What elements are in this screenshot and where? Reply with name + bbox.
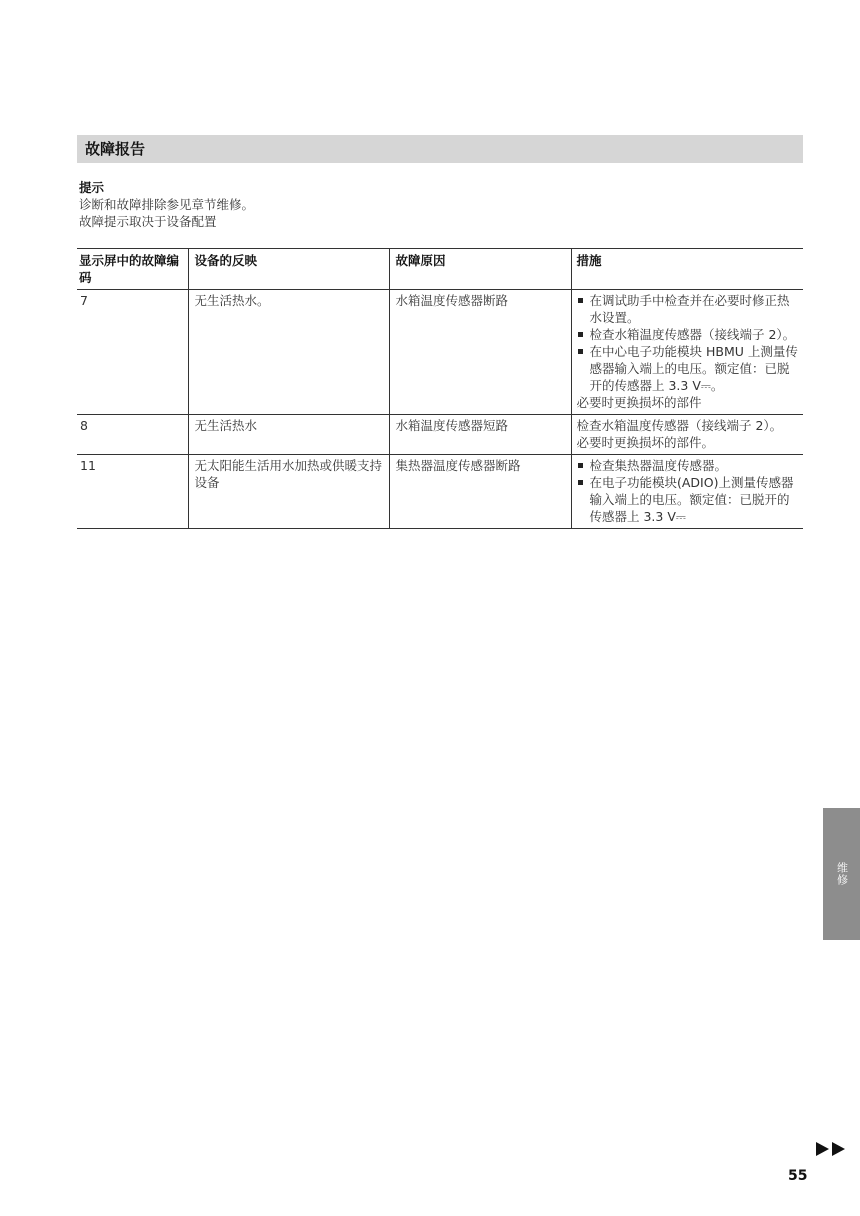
reaction-cell: 无生活热水 [188, 415, 389, 455]
measure-item [577, 474, 800, 525]
measure-plain-line: 检查水箱温度传感器（接线端子 2）。 [576, 418, 783, 433]
side-tab [823, 808, 860, 940]
fault-code-cell: 7 [77, 290, 188, 415]
header-reaction: 设备的反映 [188, 249, 389, 290]
cause-cell: 水箱温度传感器短路 [389, 415, 571, 455]
measure-text: 检查集热器温度传感器。 [589, 458, 728, 473]
measure-plain-line: 必要时更换损坏的部件。 [576, 435, 715, 450]
measure-item [577, 326, 800, 343]
measures-list [577, 457, 800, 525]
measure-item [577, 343, 800, 394]
measure-text: 在调试助手中检查并在必要时修正热水设置。 [589, 293, 790, 325]
square-bullet-icon [578, 349, 583, 354]
fault-code-cell: 11 [77, 455, 188, 529]
page-number: 55 [788, 1168, 808, 1184]
hint-block [79, 179, 254, 230]
side-tab-label: 维修 [835, 862, 849, 886]
square-bullet-icon [578, 480, 583, 485]
table-row [77, 455, 803, 529]
hint-title: 提示 [79, 180, 105, 195]
header-cause: 故障原因 [389, 249, 571, 290]
reaction-cell: 无太阳能生活用水加热或供暖支持设备 [188, 455, 389, 529]
cause-cell: 集热器温度传感器断路 [389, 455, 571, 529]
measure-text: 在中心电子功能模块 HBMU 上测量传感器输入端上的电压。额定值：已脱开的传感器上 3.3 V⎓。 [589, 344, 798, 393]
header-code: 显示屏中的故障编码 [77, 249, 188, 290]
measures-list [577, 292, 800, 394]
table-header-row [77, 249, 803, 290]
fault-table [77, 248, 803, 529]
double-triangle-right-icon [816, 1142, 846, 1156]
fault-code-cell: 8 [77, 415, 188, 455]
measures-cell [571, 290, 803, 415]
measures-cell [571, 455, 803, 529]
section-title: 故障报告 [77, 135, 803, 163]
hint-line: 故障提示取决于设备配置 [79, 214, 217, 229]
measures-cell [571, 415, 803, 455]
hint-line: 诊断和故障排除参见章节维修。 [79, 197, 255, 212]
measure-plain-line: 必要时更换损坏的部件 [576, 395, 702, 410]
measure-text: 在电子功能模块(ADIO)上测量传感器输入端上的电压。额定值：已脱开的传感器上 3.3 V⎓ [589, 475, 794, 524]
table-row [77, 415, 803, 455]
measure-item [577, 292, 800, 326]
reaction-cell: 无生活热水。 [188, 290, 389, 415]
measure-item [577, 457, 800, 474]
square-bullet-icon [578, 298, 583, 303]
square-bullet-icon [578, 463, 583, 468]
header-measures: 措施 [571, 249, 803, 290]
measure-text: 检查水箱温度传感器（接线端子 2）。 [589, 327, 796, 342]
table-row [77, 290, 803, 415]
square-bullet-icon [578, 332, 583, 337]
cause-cell: 水箱温度传感器断路 [389, 290, 571, 415]
